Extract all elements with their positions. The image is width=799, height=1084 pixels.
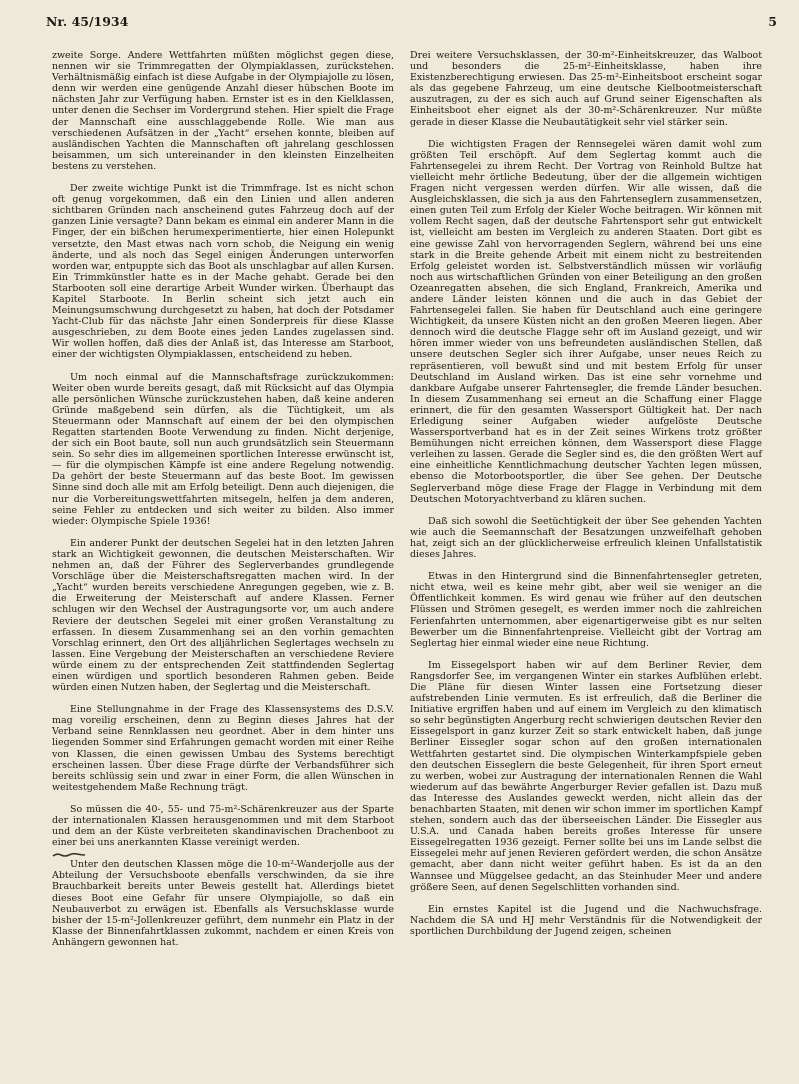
paragraph: So müssen die 40-, 55- und 75-m²-Schärenkreuzer aus der Sparte der internationalen Klassen herausgenommen und mit dem Starboot und dem an der Küste verbreiteten skandinavischen Drachenboot zu einer bei uns anerkannten Klasse vereinigt werden. xyxy=(52,803,394,849)
paragraph: Die wichtigsten Fragen der Rennsegelei wären damit wohl zum größten Teil erschöpft. Auf dem Seglertag kommt auch die Fahrtensegelei zu ihrem Recht. Der Vortrag von Reinhold Bultze hat vielleicht mehr örtliche Bedeutung, über der die allgemein wichtigen Fragen nicht vergessen werden dürfen. Wir alle wissen, daß die Ausgleichsklassen, die sich ja aus den Fahrtenseglern zusammensetzen, einen guten Teil zum Erfolg der Kieler Woche beitragen. Wir können mit vollem Recht sagen, daß der deutsche Fahrtensport sehr gut entwickelt ist, vielleicht am besten im Vergleich zu anderen Staaten. Dort gibt es eine gewisse Zahl von hervorragenden Seglern, während bei uns eine stark in die Breite gehende Arbeit mit einem nicht zu bestreitenden Erfolg geleistet worden ist. Selbstverständlich müssen wir vorläufig noch aus wirtschaftlichen Gründen von einer Beteiligung an den großen Ozeanregatten absehen, die sich England, Frankreich, Amerika und andere Länder leisten können und die auch in das Gebiet der Fahrtensegelei fallen. Sie haben für Deutschland auch eine geringere Wichtigkeit, da unsere Küsten nicht an den großen Meeren liegen. Aber dennoch wird die deutsche Flagge sehr oft im Ausland gezeigt, und wir hören immer wieder von uns befreundeten ausländischen Stellen, daß unsere deutschen Segler sich ihrer Aufgabe, unser neues Reich zu repräsentieren, voll bewußt sind und mit bestem Erfolg für unser Deutschland im Ausland wirken. Das ist eine sehr vornehme und dankbare Aufgabe unserer Fahrtensegler, die fremde Länder besuchen. In diesem Zusammenhang sei erneut an die Schaffung einer Flagge erinnert, die für den gesamten Wassersport Gültigkeit hat. Der nach Erledigung seiner Aufgaben wieder aufgelöste Deutsche Wassersportverband hat es in der Zeit seines Wirkens trotz größter Bemühungen nicht erreichen können, dem Wassersport diese Flagge verleihen zu lassen. Gerade die Segler sind es, die den größten Wert auf eine einheitliche Kenntlichmachung deutscher Yachten legen müssen, ebenso die Motorbootsportler, die über See gehen. Der Deutsche Seglerverband möge diese Frage der Flagge in Verbindung mit dem Deutschen Motoryachtverband zu klären suchen. xyxy=(410,138,762,505)
issue-number: Nr. 45/1934 xyxy=(46,14,129,29)
paragraph: Der zweite wichtige Punkt ist die Trimmfrage. Ist es nicht schon oft genug vorgekommen, daß ein den Linien und allen anderen sichtbaren Gründen nach anscheinend gutes Fahrzeug doch auf der ganzen Linie versagte? Dann bekam es einmal ein anderer Mann in die Finger, der ein bißchen herumexperimentierte, hier einen Holepunkt versetzte, den Mast etwas nach vorn schob, die Neigung ein wenig änderte, und als noch das Segel einigen Änderungen unterworfen worden war, entpuppte sich das Boot als unschlagbar auf allen Kursen. Ein Trimmkünstler hatte es in der Mache gehabt. Gerade bei den Starbooten soll eine derartige Arbeit Wunder wirken. Überhaupt das Kapitel Starboote. In Berlin scheint sich jetzt auch ein Meinungsumschwung durchgesetzt zu haben, hat doch der Potsdamer Yacht-Club für das nächste Jahr einen Sonderpreis für diese Klasse ausgeschrieben, zu dem Boote eines jeden Landes zugelassen sind. Wir wollen hoffen, daß dies der Anlaß ist, das Interesse am Starboot, einer der wichtigsten Olympiaklassen, entscheidend zu heben. xyxy=(52,183,394,361)
page-number: 5 xyxy=(768,14,777,29)
paragraph: Im Eissegelsport haben wir auf dem Berliner Revier, dem Rangsdorfer See, im vergangenen Winter ein starkes Aufblühen erlebt. Die Pläne für diesen Winter lassen eine Fortsetzung dieser aufstrebenden Linie vermuten. Es ist erfreulich, daß die Berliner die Initiative ergriffen haben und auf einem im Vergleich zu den klimatisch so sehr begünstigten Angerburg recht schwierigen deutschen Revier den Eissegelsport in ganz kurzer Zeit so stark entwickelt haben, daß junge Berliner Eissegler sogar schon auf den großen internationalen Wettfahrten gestartet sind. Die olympischen Winterkampfspiele geben den deutschen Eisseglern die beste Gelegenheit, für ihren Sport erneut zu werben, wobei zur Austragung der internationalen Rennen die Wahl wiederum auf das bewährte Angerburger Revier gefallen ist. Dazu muß das Interesse des Auslandes geweckt werden, nicht allein das der benachbarten Staaten, mit denen wir schon immer im sportlichen Kampf stehen, sondern auch das der überseeischen Länder. Die Eissegler aus U.S.A. und Canada haben bereits großes Interesse für unsere Eissegelregatten 1936 gezeigt. Ferner sollte bei uns im Lande selbst die Eissegelei mehr auf jenen Revieren gefördert werden, die schon Ansätze gemacht, aber dann nicht weiter geführt haben. Es ist da an den Wannsee und Müggelsee gedacht, an das Steinhuder Meer und andere größere Seen, auf denen Segelschlitten vorhanden sind. xyxy=(410,659,762,893)
paragraph: Eine Stellungnahme in der Frage des Klassensystems des D.S.V. mag voreilig erscheinen, denn zu Beginn dieses Jahres hat der Verband seine Rennklassen neu geordnet. Aber in dem hinter uns liegenden Sommer sind Erfahrungen gemacht worden mit einer Reihe von Klassen, die einen gewissen Umbau des Systems berechtigt erscheinen lassen. Über diese Frage dürfte der Verbandsführer sich bereits schlüssig sein und zwar in einer Form, die allen Wünschen in weitestgehendem Maße Rechnung trägt. xyxy=(52,704,394,793)
paragraph: Ein ernstes Kapitel ist die Jugend und die Nachwuchsfrage. Nachdem die SA und HJ mehr Verständnis für die Notwendigkeit der sportlichen Durchbildung der Jugend zeigen, scheinen xyxy=(410,903,762,937)
paragraph: Ein anderer Punkt der deutschen Segelei hat in den letzten Jahren stark an Wichtigkeit gewonnen, die deutschen Meisterschaften. Wir nehmen an, daß der Führer des Seglerverbandes grundlegende Vorschläge über die Meisterschaftsregatten machen wird. In der „Yacht“ wurden bereits verschiedene Anregungen gegeben, wie z. B. die Erweiterung der Meisterschaft auf andere Klassen. Ferner schlugen wir den Wechsel der Austragungsorte vor, um auch andere Reviere der deutschen Segelei mit einer großen Veranstaltung zu erfassen. In diesem Zusammenhang sei an den vorhin gemachten Vorschlag erinnert, den Ort des alljährlichen Seglertages wechseln zu lassen. Eine Vergebung der Meisterschaften an verschiedene Reviere würde einem zu der entsprechenden Zeit stattfindenden Seglertag einen würdigen und sportlich besonderen Rahmen geben. Beide würden einen Nutzen haben, der Seglertag und die Meisterschaft. xyxy=(52,537,394,694)
paragraph: Unter den deutschen Klassen möge die 10-m²-Wanderjolle aus der Abteilung der Versuchsboote ebenfalls verschwinden, da sie ihre Brauchbarkeit bereits unter Beweis gestellt hat. Allerdings bietet dieses Boot eine Gefahr für unsere Olympiajolle, so daß ein Neubauverbot zu erwägen ist. Ebenfalls als Versuchsklasse wurde bisher der 15-m²-Jollenkreuzer geführt, dem nunmehr ein Platz in der Klasse der Binnenfahrtklassen zukommt, nachdem er einen Kreis von Anhängern gewonnen hat. xyxy=(52,859,394,948)
paragraph: Etwas in den Hintergrund sind die Binnenfahrtensegler getreten, nicht etwa, weil es keine mehr gibt, aber weil sie weniger an die Öffentlichkeit kommen. Es wird genau wie früher auf den deutschen Flüssen und Strömen gesegelt, es werden immer noch die zahlreichen Ferienfahrten unternommen, aber eigenartigerweise gibt es nur selten Bewerber um die Binnenfahrtenpreise. Vielleicht gibt der Vortrag am Seglertag hier einmal wieder eine neue Richtung. xyxy=(410,571,762,649)
paragraph: Daß sich sowohl die Seetüchtigkeit der über See gehenden Yachten wie auch die Seemannschaft der Besatzungen unzweifelhaft gehoben hat, zeigt sich an der glücklicherweise erfreulich kleinen Unfallstatistik dieses Jahres. xyxy=(410,515,762,561)
paragraph: Drei weitere Versuchsklassen, der 30-m²-Einheitskreuzer, das Walboot und besonders die 25-m²-Einheitsklasse, haben ihre Existenzberechtigung erwiesen. Das 25-m²-Einheitsboot erscheint sogar als das gegebene Fahrzeug, um eine deutsche Kielbootmeisterschaft auszutragen, zu der es sich auch auf Grund seiner Eigenschaften als Einheitsboot eher eignet als der 30-m²-Schärenkreuzer. Nur müßte gerade in dieser Klasse die Neubautätigkeit sehr viel stärker sein. xyxy=(410,50,762,128)
left-column xyxy=(52,50,394,959)
right-column xyxy=(410,50,762,948)
paragraph: zweite Sorge. Andere Wettfahrten müßten möglichst gegen diese, nennen wir sie Trimmregatten der Olympiaklassen, zurückstehen. Verhältnismäßig einfach ist diese Aufgabe in der Olympiajolle zu lösen, denn wir werden eine genügende Anzahl dieser hübschen Boote im nächsten Jahr zur Verfügung haben. Ernster ist es in den Kielklassen, unter denen die Sechser im Vordergrund stehen. Hier spielt die Frage der Mannschaft eine ausschlaggebende Rolle. Wie man aus verschiedenen Aufsätzen in der „Yacht“ ersehen konnte, bleiben auf ausländischen Yachten die Mannschaften oft jahrelang geschlossen beisammen, um sich untereinander in den kleinsten Einzelheiten bestens zu verstehen. xyxy=(52,50,394,172)
paragraph: Um noch einmal auf die Mannschaftsfrage zurückzukommen: Weiter oben wurde bereits gesagt, daß mit Rücksicht auf das Olympia alle persönlichen Wünsche zurückzustehen haben, daß keine anderen Gründe maßgebend sein dürfen, als die Tüchtigkeit, um als Steuermann oder Mannschaft auf einem der bei den olympischen Regatten startenden Boote Verwendung zu finden. Nicht derjenige, der sich ein Boot baute, soll nun auch grundsätzlich sein Steuermann sein. So sehr dies im allgemeinen sportlichen Interesse erwünscht ist, — für die olympischen Kämpfe ist eine andere Regelung notwendig. Da gehört der beste Steuermann auf das beste Boot. Im gewissen Sinne sind doch alle mit am Erfolg beteiligt. Denn auch diejenigen, die nur die Vorbereitungswettfahrten mitsegeln, helfen ja dem anderen, seine Fehler zu entdecken und sich weiter zu bilden. Also immer wieder: Olympische Spiele 1936! xyxy=(52,371,394,527)
ink-smudge-mark xyxy=(52,852,86,858)
